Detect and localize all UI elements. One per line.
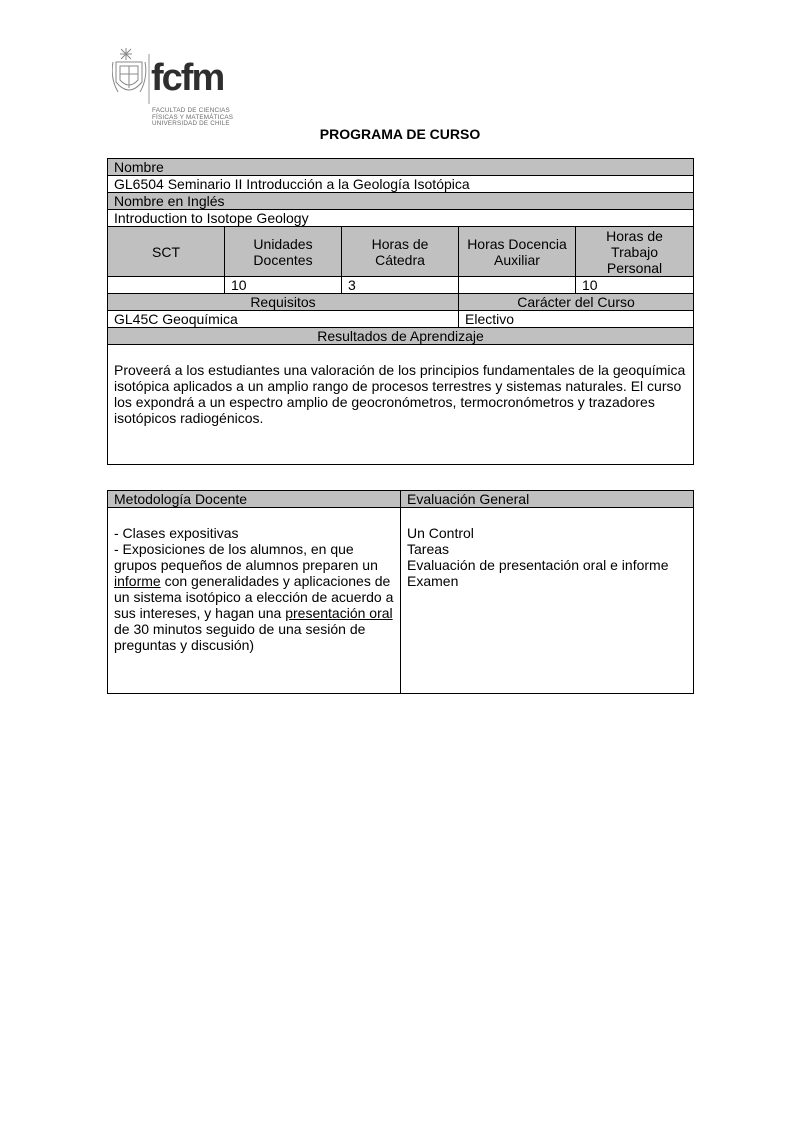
presentacion-oral-underlined: presentación oral [285, 605, 393, 621]
methodology-content [108, 508, 401, 694]
english-name-label: Nombre en Inglés [108, 193, 694, 210]
evaluation-item: Evaluación de presentación oral e informe [407, 557, 669, 573]
outcomes-label: Resultados de Aprendizaje [108, 328, 694, 345]
course-table [107, 158, 694, 465]
requisites-value: GL45C Geoquímica [108, 311, 459, 328]
evaluation-item: Tareas [407, 541, 450, 557]
informe-underlined: informe [114, 573, 161, 589]
header-unidades-docentes: Unidades Docentes [225, 227, 342, 277]
methodology-item: - Exposiciones de los alumnos, en que grupos pequeños de alumnos preparen un informe con generalidades y aplicaciones de un sistema isotópico a elección de acuerdo a sus intereses, y hagan una presentación oral de 30 minutos seguido de una sesión de preguntas y discusión) [114, 541, 394, 653]
header-horas-trabajo-personal: Horas de Trabajo Personal [576, 227, 694, 277]
outcomes-text: Proveerá a los estudiantes una valoración de los principios fundamentales de la geoquímica isotópica aplicados a un amplio rango de procesos terrestres y sistemas naturales. El curso los expondrá a un espectro amplio de geocronómetros, termocronómetros y trazadores isotópicos radiogénicos. [108, 345, 694, 465]
header-sct: SCT [108, 227, 225, 277]
character-value: Electivo [459, 311, 694, 328]
header-horas-docencia-auxiliar: Horas Docencia Auxiliar [459, 227, 576, 277]
evaluation-label: Evaluación General [401, 491, 694, 508]
english-name: Introduction to Isotope Geology [108, 210, 694, 227]
evaluation-item: Examen [407, 573, 459, 589]
page-title: PROGRAMA DE CURSO [319, 126, 481, 142]
value-unidades-docentes: 10 [225, 277, 342, 294]
evaluation-item: Un Control [407, 525, 474, 541]
header-horas-catedra: Horas de Cátedra [342, 227, 459, 277]
methodology-table [107, 490, 694, 694]
value-horas-catedra: 3 [342, 277, 459, 294]
logo-brand: fcfm [151, 57, 224, 99]
course-name: GL6504 Seminario II Introducción a la Geología Isotópica [108, 176, 694, 193]
evaluation-content [401, 508, 694, 694]
character-label: Carácter del Curso [459, 294, 694, 311]
value-sct [108, 277, 225, 294]
methodology-item: - Clases expositivas [114, 525, 239, 541]
value-horas-trabajo-personal: 10 [576, 277, 694, 294]
methodology-label: Metodología Docente [108, 491, 401, 508]
logo-caption: FACULTAD DE CIENCIAS FÍSICAS Y MATEMÁTICAS UNIVERSIDAD DE CHILE [152, 107, 234, 128]
name-label: Nombre [108, 159, 694, 176]
requisites-label: Requisitos [108, 294, 459, 311]
value-horas-docencia-auxiliar [459, 277, 576, 294]
